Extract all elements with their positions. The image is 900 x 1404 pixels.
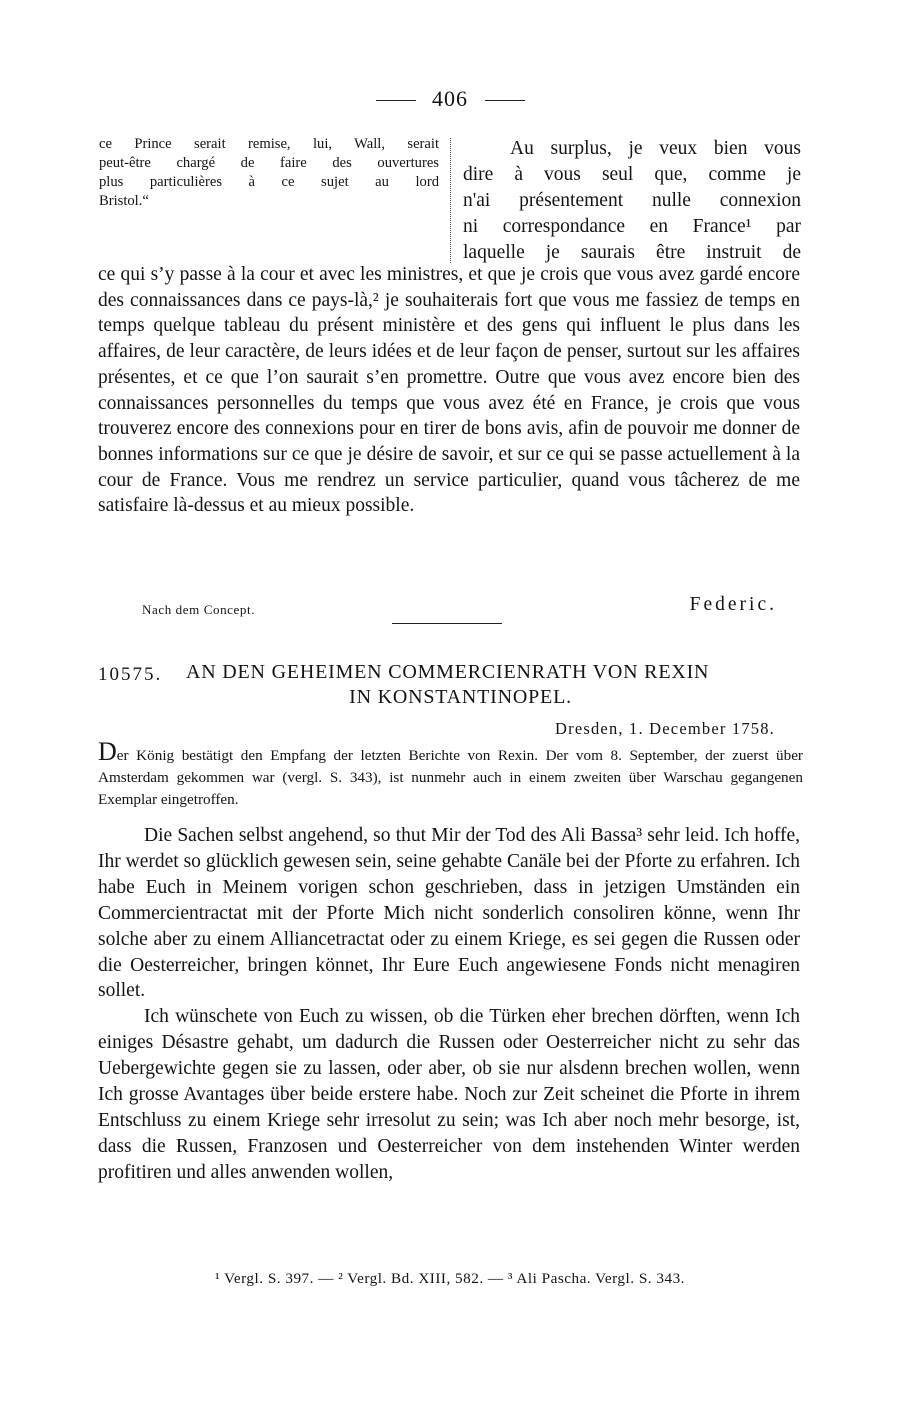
footnotes: ¹ Vergl. S. 397. — ² Vergl. Bd. XIII, 582. — ³ Ali Pascha. Vergl. S. 343. <box>215 1270 685 1287</box>
summary-text: er König bestätigt den Empfang der letzten Berichte von Rexin. Der vom 8. September, der zuerst über Amsterdam gekommen war (vergl. S. 343), ist nunmehr auch in einem zweiten über Warschau gegangenen Exemplar eingetroffen. <box>98 747 803 808</box>
header-dash-right <box>485 100 525 101</box>
left-column-line: plus particulières à ce sujet au lord <box>99 174 439 190</box>
signature: Federic. <box>689 594 777 615</box>
letter-date: Dresden, 1. December 1758. <box>555 719 775 738</box>
page-number: 406 <box>432 86 468 111</box>
letter-title-line1: AN DEN GEHEIMEN COMMERCIENRATH VON REXIN <box>186 661 710 683</box>
right-column-line: laquelle je saurais être instruit de <box>463 242 801 263</box>
left-column-line: ce Prince serait remise, lui, Wall, serait <box>99 136 439 152</box>
section-rule <box>392 623 502 624</box>
left-column-text <box>99 135 439 211</box>
right-column-line: ni correspondance en France¹ par <box>463 216 801 237</box>
header-dash-left <box>376 100 416 101</box>
body-paragraph: Die Sachen selbst angehend, so thut Mir der Tod des Ali Bassa³ sehr leid. Ich hoffe, Ihr werdet so glücklich gewesen sein, seine gehabte Canäle bei der Pforte zu erfahren. Ich habe Euch in Meinem vorigen schon geschrieben, dass in jetzigen Umständen ein Commercientractat mit der Pforte Mich nicht sonderlich consoliren könne, wenn Ihr solche aber zu einem Alliancetractat oder zu einem Kriege, es sei gegen die Russen oder die Oesterreicher, bringen könnet, Ihr Eure Euch angewiesene Fonds nicht menagiren sollet. <box>98 825 800 1002</box>
right-column-line: n'ai présentement nulle connexion <box>463 190 801 211</box>
page-header <box>0 86 900 112</box>
column-divider <box>450 138 451 263</box>
letter-title-line2: IN KONSTANTINOPEL. <box>349 686 572 708</box>
left-column-line: peut-être chargé de faire des ouvertures <box>99 155 439 171</box>
letter-body <box>98 823 800 1186</box>
summary-initial: D <box>98 737 117 766</box>
letter-number: 10575. <box>98 664 163 685</box>
continuation-paragraph: ce qui s’y passe à la cour et avec les ministres, et que je crois que vous avez gardé encore des connaissances dans ce pays-là,² je souhaiterais fort que vous me fassiez de temps en temps quelque tableau du présent ministère et des gens qui influent le plus dans les affaires, de leur caractère, de leurs idées et de leur façon de penser, surtout sur les affaires présentes, et ce que l’on saurait s’en promettre. Outre que vous avez encore bien des connaissances personnelles du temps que vous avez été en France, je crois que vous trouverez encore des connexions pour en tirer de bons avis, afin de pouvoir me donner de bonnes informations sur ce que je désire de savoir, et sur ce qui se passe actuellement à la cour de France. Vous me rendrez un service particulier, quand vous tâcherez de me satisfaire là-dessus et au mieux possible. <box>98 264 800 517</box>
body-paragraph: Ich wünschete von Euch zu wissen, ob die Türken eher brechen dörften, wenn Ich einiges Désastre gehabt, um dadurch die Russen oder Oesterreicher nicht zu sehr das Uebergewichte gegen sie zu lassen, oder aber, ob sie nur alsdenn brechen wollen, wenn Ich grosse Avantages über beide erstere habe. Noch zur Zeit scheinet die Pforte in ihrem Entschluss zu einem Kriege sehr irresolut zu sein; was Ich aber noch mehr besorge, ist, dass die Russen, Franzosen und Oesterreicher von dem instehenden Winter werden profitiren und alles anwenden wollen, <box>98 1006 800 1183</box>
source-note: Nach dem Concept. <box>142 602 256 617</box>
right-column-text <box>463 136 801 266</box>
right-column-line: dire à vous seul que, comme je <box>463 164 801 185</box>
right-column-line: Au surplus, je veux bien vous <box>510 138 801 159</box>
left-column-line: Bristol.“ <box>99 193 149 209</box>
letter-summary <box>98 737 803 811</box>
